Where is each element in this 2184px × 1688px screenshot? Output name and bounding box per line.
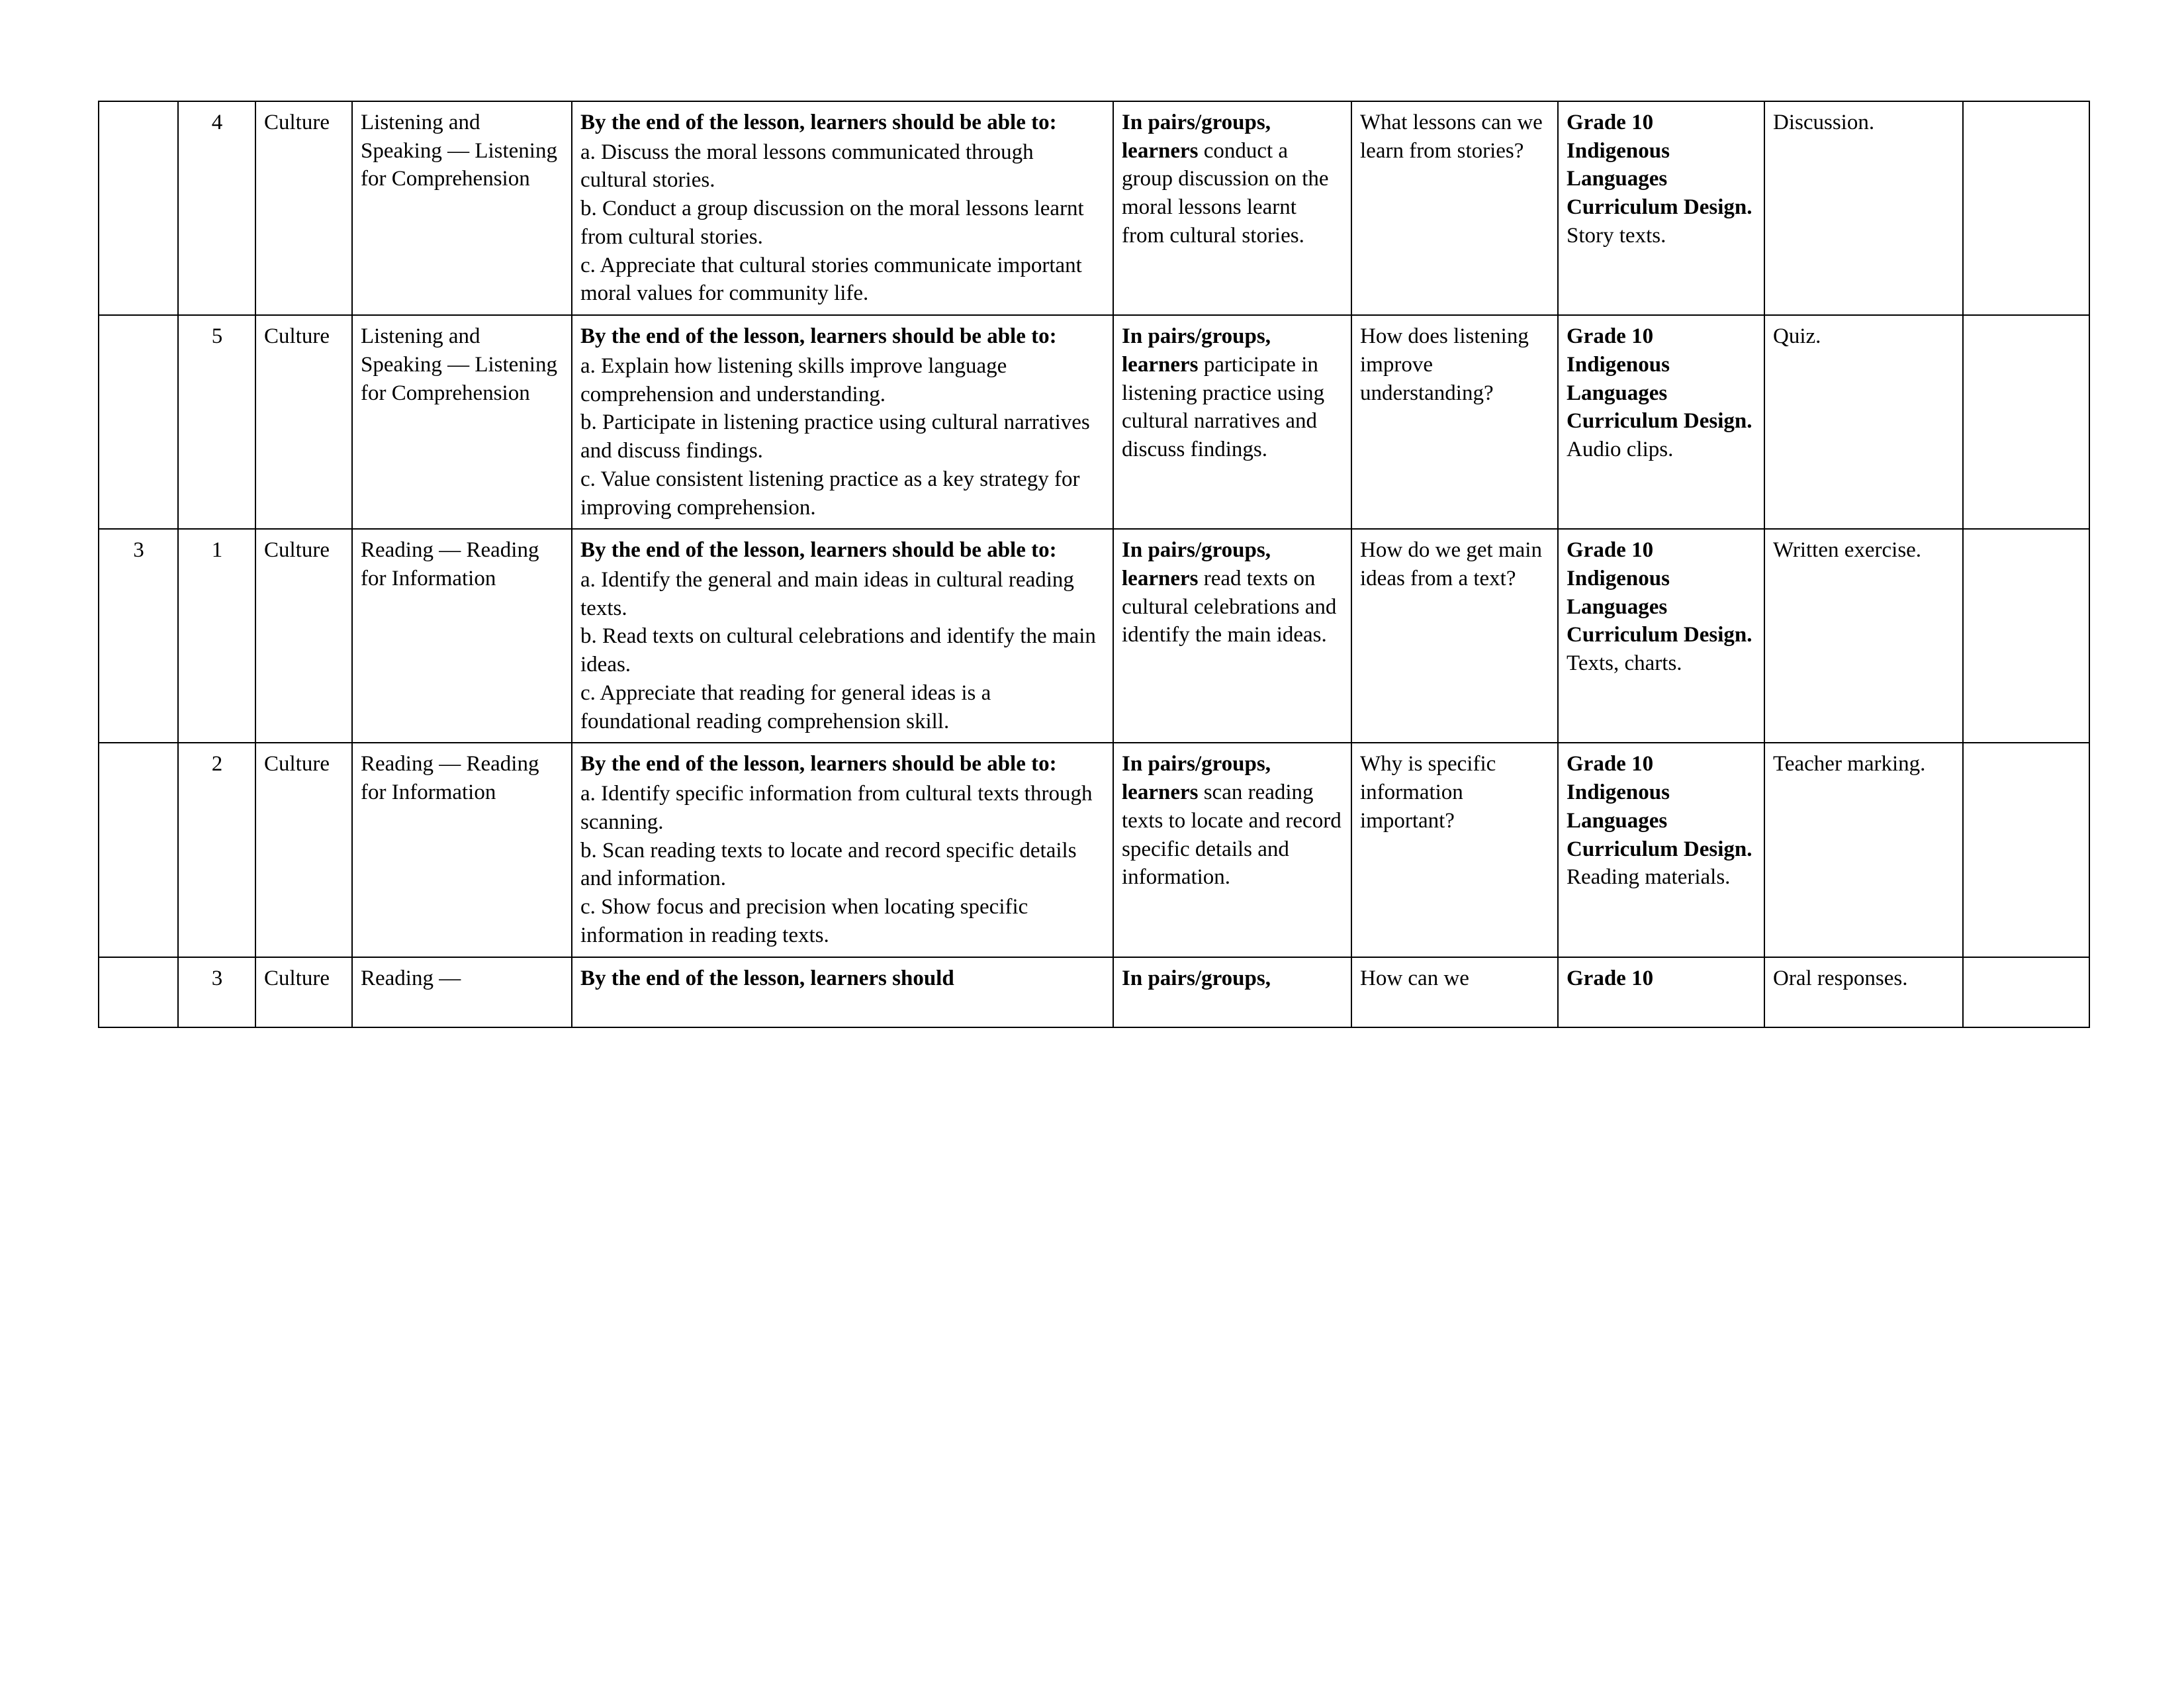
cell-substrand: Listening and Speaking — Listening for Comprehension [352, 315, 572, 529]
resource-extra: Story texts. [1567, 223, 1666, 248]
cell-learning-resources [1558, 743, 1764, 957]
table-row [99, 529, 2089, 743]
resource-title: Grade 10 [1567, 966, 1654, 990]
cell-lesson: 2 [178, 743, 255, 957]
cell-learning-experiences [1113, 743, 1351, 957]
outcome-item: a. Identify the general and main ideas in cultural reading texts. [580, 568, 1074, 620]
cell-week [99, 315, 178, 529]
outcome-item: a. Discuss the moral lessons communicated through cultural stories. [580, 140, 1034, 193]
cell-lesson: 1 [178, 529, 255, 743]
outcomes-lead: By the end of the lesson, learners should be able to: [580, 538, 1057, 563]
resource-title: Grade 10 Indigenous Languages Curriculum Design. [1567, 111, 1752, 220]
cell-key-inquiry-question: How do we get main ideas from a text? [1351, 529, 1558, 743]
cell-learning-resources [1558, 315, 1764, 529]
outcome-item: c. Show focus and precision when locating specific information in reading texts. [580, 895, 1028, 947]
cell-assessment-method: Oral responses. [1764, 957, 1963, 1027]
table-row [99, 957, 2089, 1027]
cell-extra [1963, 315, 2089, 529]
experiences-rest: participate in listening practice using cultural narratives and discuss findings. [1122, 352, 1325, 462]
cell-substrand: Reading — [352, 957, 572, 1027]
cell-learning-outcomes [572, 101, 1113, 315]
cell-assessment-method: Discussion. [1764, 101, 1963, 315]
cell-extra [1963, 529, 2089, 743]
resource-extra: Texts, charts. [1567, 651, 1682, 676]
cell-week [99, 101, 178, 315]
cell-learning-experiences [1113, 315, 1351, 529]
resource-extra: Audio clips. [1567, 438, 1674, 462]
cell-strand: Culture [255, 315, 352, 529]
cell-extra [1963, 957, 2089, 1027]
cell-learning-outcomes [572, 957, 1113, 1027]
cell-strand: Culture [255, 529, 352, 743]
table-row [99, 315, 2089, 529]
cell-substrand: Listening and Speaking — Listening for Comprehension [352, 101, 572, 315]
cell-learning-experiences [1113, 529, 1351, 743]
cell-substrand: Reading — Reading for Information [352, 743, 572, 957]
cell-strand: Culture [255, 743, 352, 957]
resource-title: Grade 10 Indigenous Languages Curriculum Design. [1567, 538, 1752, 647]
cell-key-inquiry-question: How does listening improve understanding? [1351, 315, 1558, 529]
outcome-item: b. Scan reading texts to locate and record specific details and information. [580, 838, 1077, 891]
outcome-item: a. Identify specific information from cultural texts through scanning. [580, 782, 1093, 834]
experiences-emphasis: In pairs/groups, [1122, 966, 1271, 990]
cell-extra [1963, 101, 2089, 315]
experiences-rest: scan reading texts to locate and record specific details and information. [1122, 780, 1342, 890]
experiences-emphasis: In pairs/groups, learners [1122, 324, 1271, 377]
outcomes-lead: By the end of the lesson, learners should be able to: [580, 111, 1057, 134]
table-body [99, 101, 2089, 1027]
outcomes-lead: By the end of the lesson, learners should be able to: [580, 324, 1057, 349]
cell-extra [1963, 743, 2089, 957]
cell-key-inquiry-question: What lessons can we learn from stories? [1351, 101, 1558, 315]
cell-week [99, 957, 178, 1027]
outcome-item: b. Participate in listening practice using cultural narratives and discuss findings. [580, 410, 1090, 463]
outcomes-lead: By the end of the lesson, learners should [580, 966, 954, 990]
cell-learning-outcomes [572, 529, 1113, 743]
table-row [99, 101, 2089, 315]
outcome-item: b. Read texts on cultural celebrations and identify the main ideas. [580, 624, 1096, 677]
outcome-item: c. Appreciate that reading for general ideas is a foundational reading comprehension skill. [580, 680, 991, 733]
cell-week [99, 743, 178, 957]
cell-lesson: 5 [178, 315, 255, 529]
cell-learning-resources [1558, 957, 1764, 1027]
cell-lesson: 3 [178, 957, 255, 1027]
cell-assessment-method: Written exercise. [1764, 529, 1963, 743]
cell-key-inquiry-question: How can we [1351, 957, 1558, 1027]
cell-learning-outcomes [572, 315, 1113, 529]
experiences-rest: conduct a group discussion on the moral lessons learnt from cultural stories. [1122, 138, 1329, 248]
cell-learning-resources [1558, 101, 1764, 315]
scheme-of-work-table [98, 101, 2090, 1028]
cell-strand: Culture [255, 957, 352, 1027]
cell-learning-resources [1558, 529, 1764, 743]
cell-learning-experiences [1113, 101, 1351, 315]
cell-key-inquiry-question: Why is specific information important? [1351, 743, 1558, 957]
cell-substrand: Reading — Reading for Information [352, 529, 572, 743]
cell-assessment-method: Teacher marking. [1764, 743, 1963, 957]
cell-lesson: 4 [178, 101, 255, 315]
resource-title: Grade 10 Indigenous Languages Curriculum Design. [1567, 324, 1752, 434]
cell-learning-outcomes [572, 743, 1113, 957]
resource-title: Grade 10 Indigenous Languages Curriculum Design. [1567, 752, 1752, 861]
outcome-item: a. Explain how listening skills improve language comprehension and understanding. [580, 353, 1007, 406]
experiences-emphasis: In pairs/groups, learners [1122, 752, 1271, 805]
resource-extra: Reading materials. [1567, 865, 1731, 890]
outcome-item: c. Appreciate that cultural stories communicate important moral values for community life. [580, 253, 1082, 306]
experiences-rest: read texts on cultural celebrations and identify the main ideas. [1122, 567, 1337, 647]
cell-learning-experiences [1113, 957, 1351, 1027]
cell-assessment-method: Quiz. [1764, 315, 1963, 529]
outcome-item: b. Conduct a group discussion on the moral lessons learnt from cultural stories. [580, 197, 1084, 249]
outcome-item: c. Value consistent listening practice as a key strategy for improving comprehension. [580, 467, 1080, 520]
cell-strand: Culture [255, 101, 352, 315]
table-row [99, 743, 2089, 957]
cell-week: 3 [99, 529, 178, 743]
experiences-emphasis: In pairs/groups, learners [1122, 538, 1271, 591]
outcomes-lead: By the end of the lesson, learners should be able to: [580, 752, 1057, 776]
experiences-emphasis: In pairs/groups, learners [1122, 111, 1271, 163]
